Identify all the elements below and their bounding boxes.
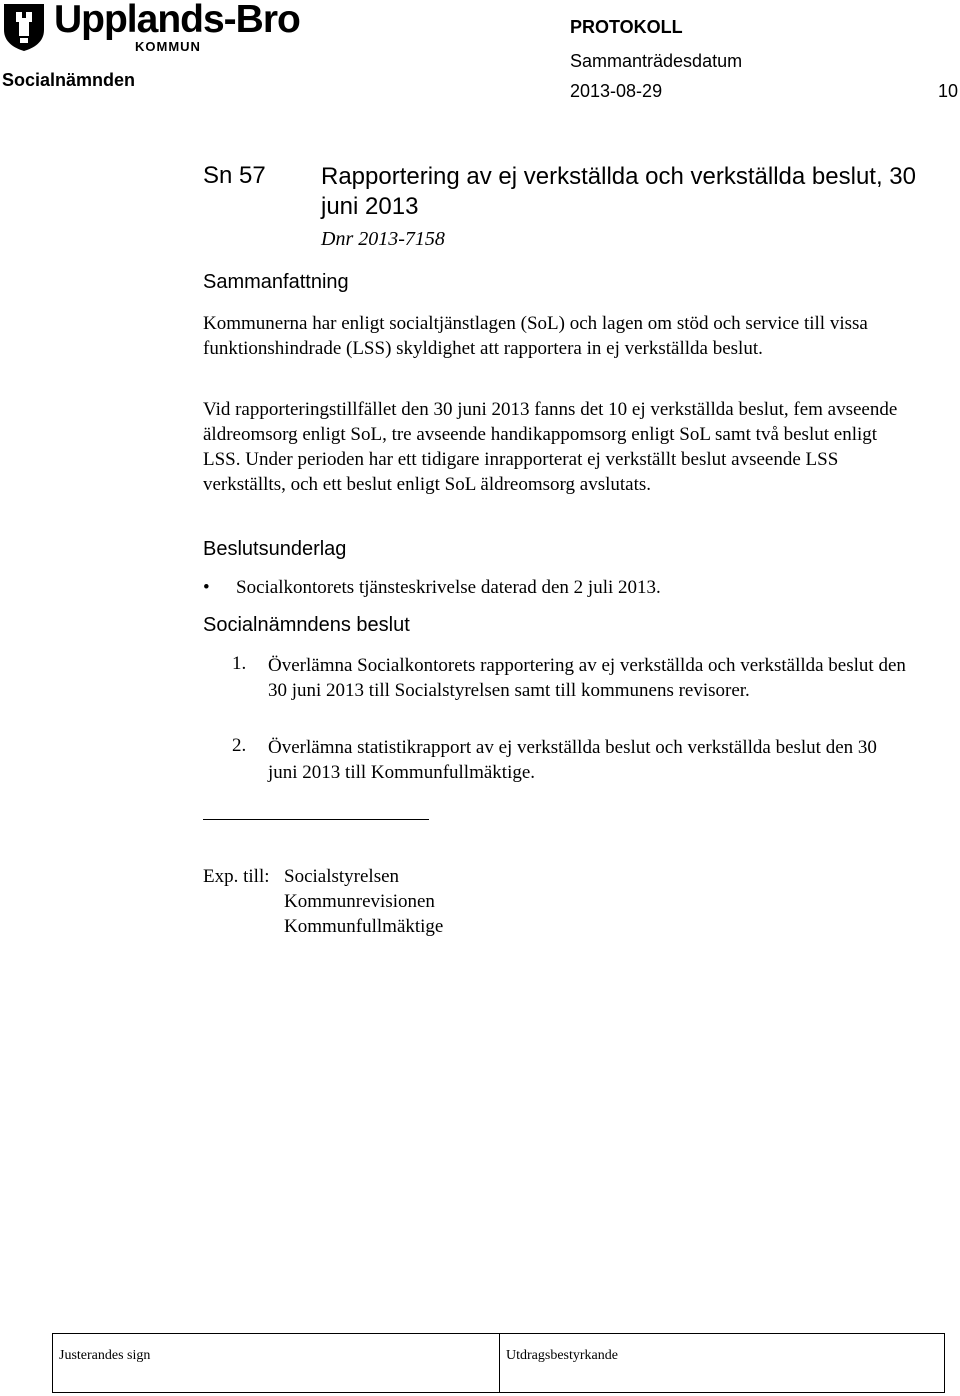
logo-wordmark: Upplands-Bro (54, 0, 300, 41)
summary-paragraph: Vid rapporteringstillfället den 30 juni 2013 fanns det 10 ej verkställda beslut, fem avseende äldreomsorg enligt SoL, tre avseende handikappomsorg enligt SoL samt två beslut enligt LSS. Under perioden har ett tidigare inrapporterat ej verkställt beslut avseende LSS verkställts, och ett beslut enligt SoL äldreomsorg avslutats. (203, 399, 898, 495)
decision-number: 2. (232, 735, 247, 756)
bullet-icon: • (203, 577, 210, 598)
meeting-date-label: Sammanträdesdatum (570, 51, 743, 71)
signature-table (52, 1333, 945, 1393)
logo-subtitle: KOMMUN (135, 39, 201, 54)
decision-item: Överlämna statistikrapport av ej verkställda beslut och verkställda beslut den 30 juni 2013 till Kommunfullmäktige. (268, 737, 877, 783)
basis-item: Socialkontorets tjänsteskrivelse daterad den 2 juli 2013. (236, 577, 661, 598)
certification-cell (499, 1333, 945, 1393)
case-number: Dnr 2013-7158 (321, 228, 445, 250)
adjuster-signature-label: Justerandes sign (59, 1348, 151, 1363)
department-name: Socialnämnden (2, 70, 136, 90)
summary-heading: Sammanfattning (203, 271, 349, 293)
summary-paragraph: Kommunerna har enligt socialtjänstlagen (SoL) och lagen om stöd och service till vissa funktionshindrade (LSS) skyldighet att rapportera in ej verkställda beslut. (203, 313, 868, 359)
coat-of-arms-icon (2, 2, 46, 52)
municipality-logo (2, 2, 302, 54)
distribution-recipient: Kommunrevisionen (284, 891, 435, 912)
certification-label: Utdragsbestyrkande (506, 1348, 618, 1363)
distribution-recipient: Socialstyrelsen (284, 866, 400, 887)
decision-heading: Socialnämndens beslut (203, 614, 410, 636)
page-number: 10 (938, 81, 959, 101)
decision-item: Överlämna Socialkontorets rapportering av ej verkställda och verkställda beslut den 30 juni 2013 till Socialstyrelsen samt till kommunens revisorer. (268, 655, 906, 701)
distribution-label: Exp. till: (203, 866, 270, 887)
distribution-recipient: Kommunfullmäktige (284, 916, 444, 937)
section-number: Sn 57 (203, 162, 266, 189)
meeting-date: 2013-08-29 (570, 81, 663, 101)
decision-number: 1. (232, 653, 247, 674)
divider-line (203, 819, 429, 820)
adjuster-signature-cell (52, 1333, 500, 1393)
section-title: Rapportering av ej verkställda och verkställda beslut, 30 juni 2013 (321, 163, 916, 220)
basis-heading: Beslutsunderlag (203, 538, 347, 560)
document-type: PROTOKOLL (570, 17, 683, 37)
